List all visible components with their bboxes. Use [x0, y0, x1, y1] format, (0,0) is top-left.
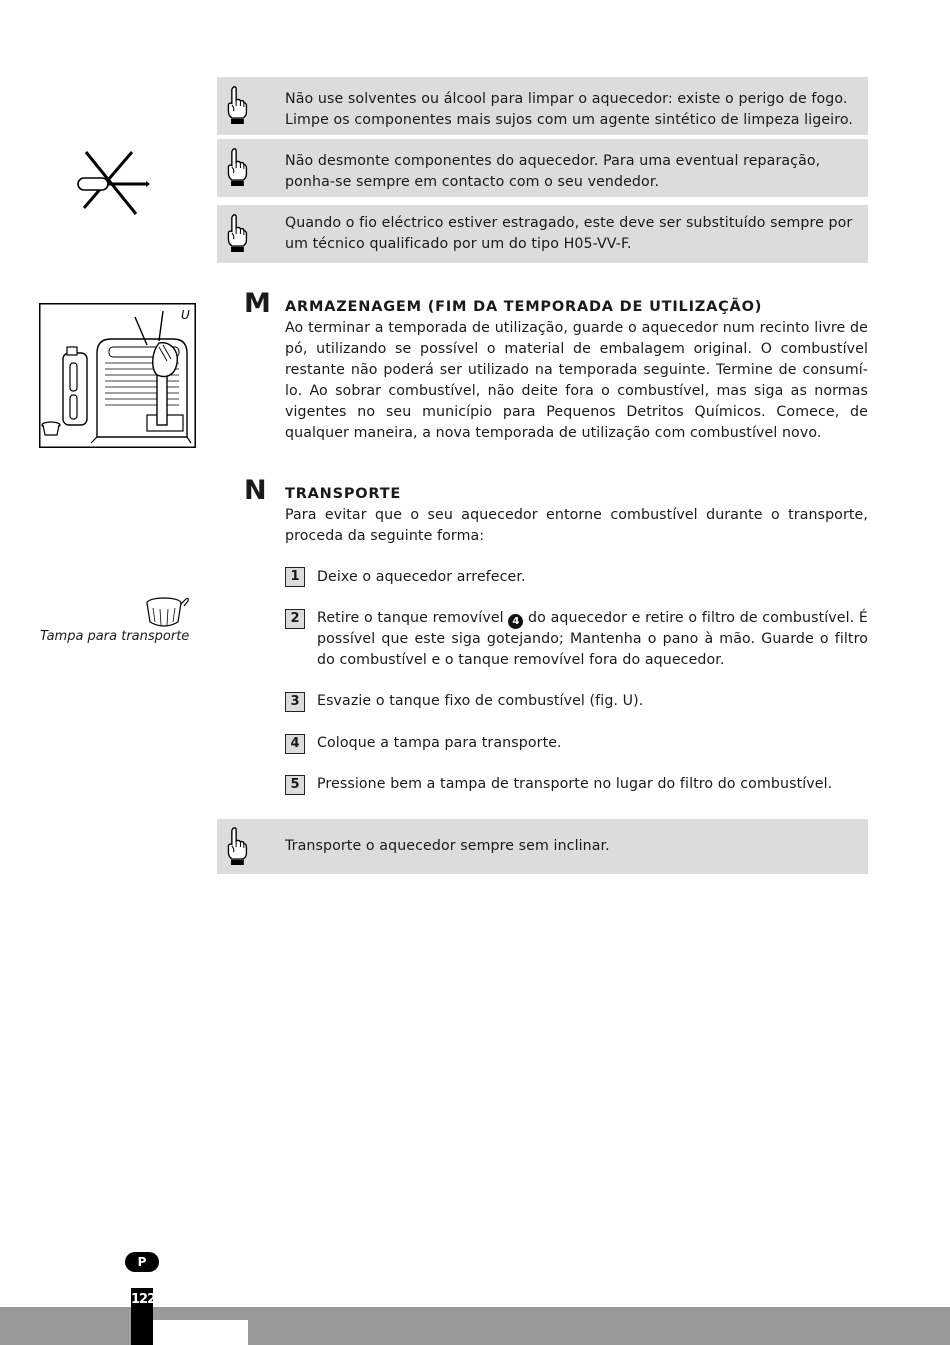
pointing-hand-icon	[225, 145, 249, 191]
step-number: 2	[285, 609, 305, 629]
step-text: Deixe o aquecedor arrefecer.	[317, 569, 526, 585]
warning-note-2	[217, 139, 868, 197]
note-text: Não desmonte componentes do aquecedor. Para uma eventual reparação, ponha-se sempre em contacto com o seu vendedor.	[285, 153, 821, 190]
note-text: Não use solventes ou álcool para limpar o aquecedor: existe o perigo de fogo. Limpe os componentes mais sujos com um agente sintético de limpeza ligeiro.	[285, 91, 853, 128]
step-number: 5	[285, 775, 305, 795]
figure-u-heater-illustration	[39, 303, 196, 448]
step-number: 3	[285, 692, 305, 712]
note-text: Quando o fio eléctrico estiver estragado, este deve ser substituído sempre por um técnico qualificado por um do tipo H05-VV-F.	[285, 215, 853, 252]
step-text: Esvazie o tanque fixo de combustível (fig. U).	[317, 693, 644, 709]
pointing-hand-icon	[225, 83, 249, 129]
no-screwdriver-icon	[74, 148, 154, 218]
step-text: Pressione bem a tampa de transporte no lugar do filtro do combustível.	[317, 776, 833, 792]
section-letter-n: N	[244, 475, 267, 506]
step-text: Coloque a tampa para transporte.	[317, 735, 562, 751]
page-number: 122	[131, 1292, 156, 1307]
step-number: 1	[285, 567, 305, 587]
section-title-storage: ARMAZENAGEM (FIM DA TEMPORADA DE UTILIZAÇÃO)	[285, 299, 763, 315]
section-title-transport: TRANSPORTE	[285, 486, 402, 502]
language-badge: P	[125, 1252, 159, 1272]
step-text: Retire o tanque removível 4 do aquecedor e retire o filtro de combustível. É possível que este siga gotejando; Mantenha o pano à mão. Guarde o filtro do combustível e o tanque removível fora do aquecedor.	[317, 610, 868, 668]
transport-cap-icon	[142, 594, 192, 634]
pointing-hand-icon	[225, 824, 249, 870]
section-letter-m: M	[244, 288, 271, 319]
warning-note-3	[217, 205, 868, 263]
warning-note-transport	[217, 819, 868, 874]
figure-label: U	[181, 308, 190, 322]
figure-caption: Tampa para transporte	[40, 629, 190, 644]
pointing-hand-icon	[225, 211, 249, 257]
section-text-transport: Para evitar que o seu aquecedor entorne combustível durante o transporte, proceda da seguinte forma:	[285, 507, 868, 544]
note-text: Transporte o aquecedor sempre sem inclinar.	[285, 838, 610, 854]
section-text-storage: Ao terminar a temporada de utilização, guarde o aquecedor num recinto livre de pó, utilizando se possível o material de embalagem original. O combustível restante não poderá ser utilizado na temporada seguinte. Termine de consumí-lo. Ao sobrar combustível, não deite fora o combustível, mas siga as normas vigentes no seu município para Pequenos Detritos Químicos. Comece, de qualquer maneira, a nova temporada de utilização com combustível novo.	[285, 320, 868, 441]
step-number: 4	[285, 734, 305, 754]
part-reference-badge: 4	[508, 614, 523, 629]
warning-note-1	[217, 77, 868, 135]
footer-white-block	[153, 1320, 248, 1345]
